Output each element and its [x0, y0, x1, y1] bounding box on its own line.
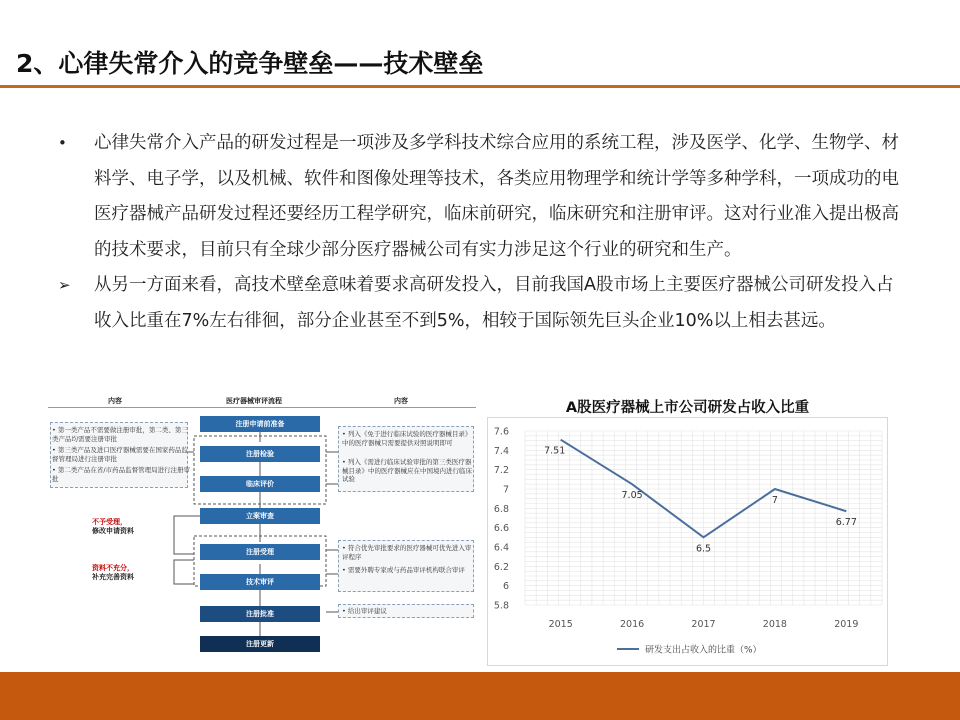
flow-step: 注册申请前准备 [200, 416, 320, 432]
y-tick-label: 7 [502, 484, 509, 496]
bullet-dot-icon: • [58, 134, 67, 152]
rd-ratio-line-chart [487, 417, 888, 666]
data-label: 6.77 [835, 517, 857, 529]
data-label: 7.05 [621, 490, 643, 502]
flow-step: 临床评价 [200, 476, 320, 492]
x-tick-label: 2018 [762, 619, 787, 630]
y-tick-label: 6.2 [493, 561, 509, 573]
review-process-diagram [48, 394, 476, 660]
flow-step: 立案审查 [200, 508, 320, 524]
x-tick-label: 2019 [834, 619, 859, 630]
flow-step: 注册批准 [200, 606, 320, 622]
bullet-list [56, 126, 901, 339]
slide-title: 2、心律失常介入的竞争壁垒——技术壁垒 [16, 49, 484, 78]
legend-label: 研发支出占收入的比重（%） [645, 645, 762, 656]
supplement-note: 资料不充分， 补充完善资料 [92, 564, 134, 581]
right-note: • 符合优先审批要求的医疗器械可优先进入审评程序 [342, 544, 472, 561]
flow-step: 注册受理 [200, 544, 320, 560]
y-tick-label: 6.6 [493, 523, 509, 535]
data-label: 7.51 [544, 445, 566, 457]
bullet-item [56, 268, 901, 339]
y-tick-label: 5.8 [493, 600, 509, 612]
right-column-header: 内容 [394, 397, 408, 405]
right-note: • 需要外聘专家或与药品审评机构联合审评 [342, 566, 465, 574]
y-tick-label: 6.4 [493, 542, 509, 554]
left-note: • 第二类产品在省/市药品监督管理局进行注册审批 [52, 466, 191, 483]
x-tick-label: 2015 [548, 619, 573, 630]
y-tick-label: 7.4 [493, 445, 509, 457]
bullet-text: 从另一方面来看，高技术壁垒意味着要求高研发投入，目前我国A股市场上主要医疗器械公司研发投入占收入比重在7%左右徘徊，部分企业甚至不到5%，相较于国际领先巨头企业10%以上相去甚远。 [94, 275, 894, 331]
left-note: • 第三类产品及进口医疗器械需要在国家药品监督管理局进行注册审批 [52, 446, 188, 463]
flow-step: 注册检验 [200, 446, 320, 462]
x-tick-label: 2016 [620, 619, 645, 630]
left-column-header: 内容 [108, 397, 122, 405]
right-note: • 列入《需进行临床试验审批的第三类医疗器械目录》中的医疗器械应在中国境内进行临床试验 [342, 458, 472, 483]
data-label: 7 [771, 495, 778, 506]
flow-step: 注册更新 [200, 636, 320, 652]
right-note: • 给出审评建议 [342, 607, 387, 615]
y-tick-label: 6 [502, 581, 509, 593]
bullet-text: 心律失常介入产品的研发过程是一项涉及多学科技术综合应用的系统工程，涉及医学、化学、生物学、材料学、电子学，以及机械、软件和图像处理等技术，各类应用物理学和统计学等多种学科，一项成功的电医疗器械产品研发过程还要经历工程学研究，临床前研究，临床研究和注册审评。这对行业准入提出极高的技术要求，目前只有全球少部分医疗器械公司有实力涉足这个行业的研究和生产。 [94, 133, 899, 260]
center-column-header: 医疗器械审评流程 [226, 397, 282, 405]
left-note: • 第一类产品不需要做注册审批，第二类、第三类产品均需要注册审批 [52, 426, 188, 443]
data-label: 6.5 [695, 543, 712, 555]
flow-step: 技术审评 [200, 574, 320, 590]
y-tick-label: 7.6 [493, 426, 509, 438]
y-tick-label: 6.8 [493, 503, 509, 515]
footer-bar [0, 672, 960, 720]
y-tick-label: 7.2 [493, 465, 509, 477]
x-tick-label: 2017 [691, 619, 716, 630]
title-divider [0, 85, 960, 88]
chart-title: A股医疗器械上市公司研发占收入比重 [565, 400, 810, 416]
right-note: • 列入《免于进行临床试验的医疗器械目录》中的医疗器械只需要提供对照说明即可 [342, 430, 472, 447]
rejection-note: 不予受理， 修改申请资料 [92, 518, 134, 535]
bullet-item [56, 126, 901, 268]
arrow-bullet-icon: ➢ [58, 276, 71, 294]
